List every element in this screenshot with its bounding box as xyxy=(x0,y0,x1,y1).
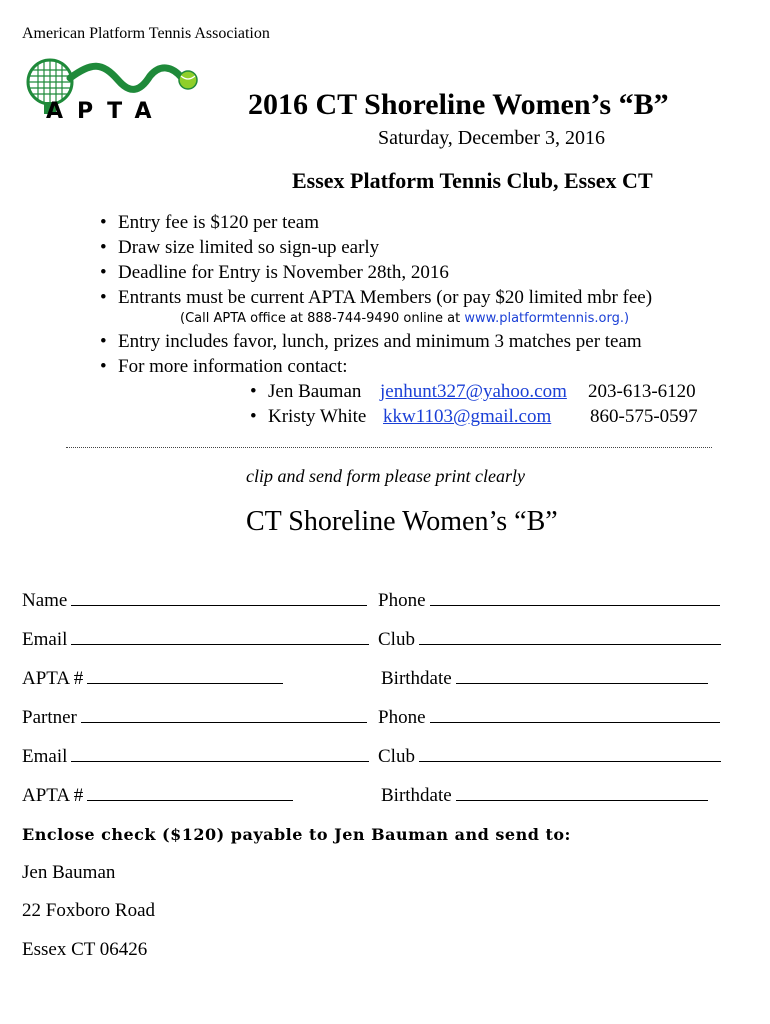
call-note-text: (Call APTA office at 888-744-9490 online at xyxy=(180,311,465,326)
partner-email-field[interactable] xyxy=(22,745,369,768)
email-field[interactable] xyxy=(22,628,369,651)
event-date: Saturday, December 3, 2016 xyxy=(378,127,605,149)
list-item-text: For more information contact: xyxy=(118,356,348,377)
logo-text: APTA xyxy=(46,99,166,122)
list-item-text: Entrants must be current APTA Members (or pay $20 limited mbr fee) xyxy=(118,287,653,308)
field-label: Phone xyxy=(378,590,426,611)
contact-row: • Kristy White kkw1103@gmail.com 860-575-0597 xyxy=(250,406,698,427)
contact-row: • Jen Bauman jenhunt327@yahoo.com 203-613-6120 xyxy=(250,381,696,402)
apta-logo-graphic xyxy=(22,56,206,122)
event-venue: Essex Platform Tennis Club, Essex CT xyxy=(292,168,653,193)
list-item: • Entry fee is $120 per team xyxy=(100,212,320,233)
field-label: APTA # xyxy=(22,668,84,689)
contact-phone: 203-613-6120 xyxy=(588,381,696,402)
list-item: • For more information contact: xyxy=(100,356,348,377)
contact-email-link[interactable]: jenhunt327@yahoo.com xyxy=(380,381,567,402)
apta-logo xyxy=(22,56,206,122)
list-item: • Entrants must be current APTA Members (or pay $20 limited mbr fee) xyxy=(100,287,653,308)
address-city: Essex CT 06426 xyxy=(22,939,148,960)
enclose-instruction: Enclose check ($120) payable to Jen Bauman and send to: xyxy=(22,825,571,844)
clip-divider xyxy=(66,447,712,448)
list-item-text: Draw size limited so sign-up early xyxy=(118,237,380,258)
clip-instruction: clip and send form please print clearly xyxy=(246,466,525,486)
contact-name: Kristy White xyxy=(268,406,367,427)
field-label: Name xyxy=(22,590,68,611)
partner-apta-number-field[interactable] xyxy=(22,784,293,807)
list-item-text: Entry includes favor, lunch, prizes and minimum 3 matches per team xyxy=(118,331,642,352)
address-street: 22 Foxboro Road xyxy=(22,900,155,921)
list-item-text: Entry fee is $120 per team xyxy=(118,212,320,233)
field-label: Birthdate xyxy=(381,785,452,806)
organization-name: American Platform Tennis Association xyxy=(22,25,270,42)
field-label: Club xyxy=(378,629,415,650)
partner-birthdate-field[interactable] xyxy=(381,784,708,807)
field-label: Email xyxy=(22,746,68,767)
address-name: Jen Bauman xyxy=(22,862,116,883)
field-label: APTA # xyxy=(22,785,84,806)
list-item: • Draw size limited so sign-up early xyxy=(100,237,380,258)
birthdate-field[interactable] xyxy=(381,667,708,690)
list-item: • Deadline for Entry is November 28th, 2016 xyxy=(100,262,449,283)
field-label: Email xyxy=(22,629,68,650)
field-label: Partner xyxy=(22,707,77,728)
form-title: CT Shoreline Women’s “B” xyxy=(246,506,558,537)
website-link[interactable]: www.platformtennis.org.) xyxy=(464,311,630,326)
name-field[interactable] xyxy=(22,589,367,612)
call-note xyxy=(180,311,629,326)
phone-field[interactable] xyxy=(378,589,720,612)
list-item-text: Deadline for Entry is November 28th, 2016 xyxy=(118,262,449,283)
apta-number-field[interactable] xyxy=(22,667,283,690)
field-label: Phone xyxy=(378,707,426,728)
club-field[interactable] xyxy=(378,628,721,651)
contact-name: Jen Bauman xyxy=(268,381,362,402)
contact-phone: 860-575-0597 xyxy=(590,406,698,427)
field-label: Birthdate xyxy=(381,668,452,689)
partner-phone-field[interactable] xyxy=(378,706,720,729)
contact-email-link[interactable]: kkw1103@gmail.com xyxy=(383,406,552,427)
partner-field[interactable] xyxy=(22,706,367,729)
list-item: • Entry includes favor, lunch, prizes and minimum 3 matches per team xyxy=(100,331,642,352)
field-label: Club xyxy=(378,746,415,767)
event-title: 2016 CT Shoreline Women’s “B” xyxy=(248,88,669,121)
partner-club-field[interactable] xyxy=(378,745,721,768)
